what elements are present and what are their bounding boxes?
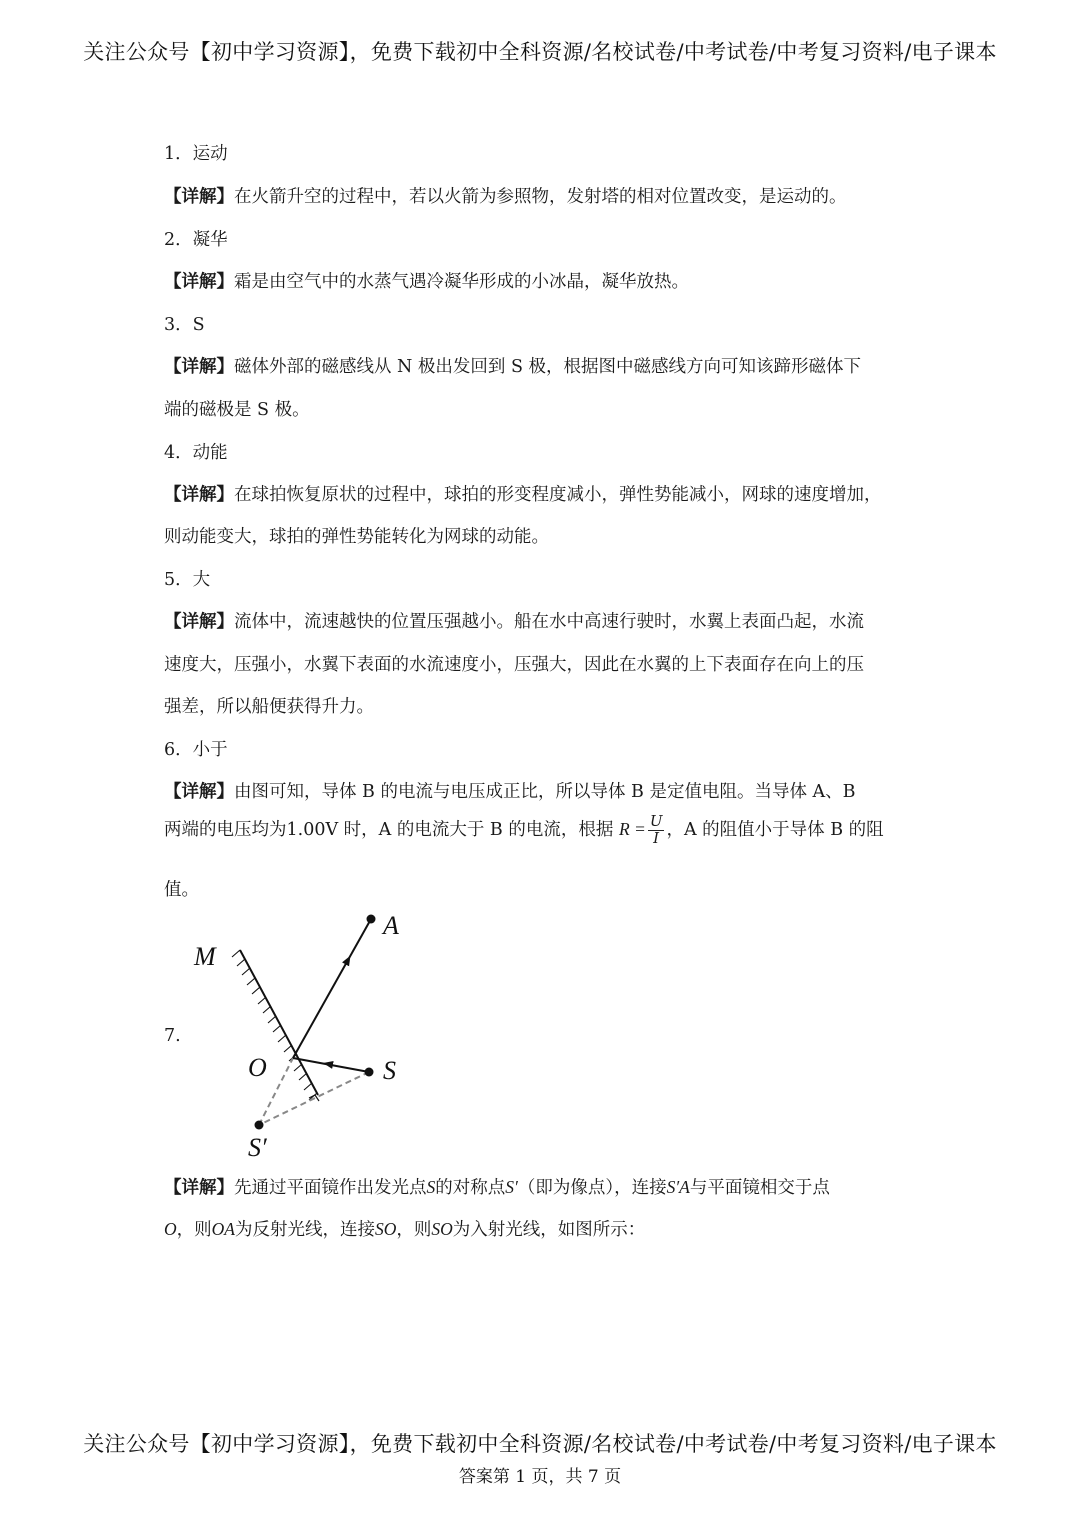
item-3-answer: 3．S [164,315,205,335]
item-2-detail: 【详解】霜是由空气中的水蒸气遇冷凝华形成的小冰晶，凝华放热。 [164,272,689,292]
reflected-ray [293,919,371,1058]
mirror-hatching [232,950,317,1100]
label-s-prime: S′ [248,1133,267,1162]
item-5-detail-line-2: 速度大，压强小，水翼下表面的水流速度小，压强大，因此在水翼的上下表面存在向上的压 [164,655,864,675]
mirror-reflection-diagram [180,905,440,1165]
item-6-detail-line-3: 值。 [164,880,199,900]
item-4-answer: 4．动能 [164,443,228,463]
item-7-detail: 【详解】先通过平面镜作出发光点S的对称点S′（即为像点），连接S′A与平面镜相交于点 [164,1177,830,1198]
item-5-detail-line-3: 强差，所以船便获得升力。 [164,697,374,717]
item-3-detail-line-2: 端的磁极是 S 极。 [164,400,310,420]
label-s: S [383,1056,396,1085]
item-7-detail-line-2: O，则OA为反射光线，连接SO，则SO为入射光线，如图所示： [164,1219,646,1240]
item-4-detail-line-2: 则动能变大，球拍的弹性势能转化为网球的动能。 [164,527,549,547]
label-a: A [383,911,399,940]
item-2-answer: 2．凝华 [164,230,228,250]
item-5-answer: 5．大 [164,570,211,590]
item-7-number: 7. [164,1026,181,1046]
item-6-detail-line-2: 两端的电压均为1.00V 时，A 的电流大于 B 的电流，根据 R = $\frac{U}{I}$ ，A 的阻值小于导体 B 的阻 [164,812,884,847]
label-m: M [194,942,216,971]
item-1-detail: 【详解】在火箭升空的过程中，若以火箭为参照物，发射塔的相对位置改变，是运动的。 [164,187,847,207]
page-number: 答案第 1 页，共 7 页 [458,1467,622,1487]
point-s [365,1068,374,1077]
top-banner: 关注公众号【初中学习资源】，免费下载初中全科资源/名校试卷/中考试卷/中考复习资料/电子课本 [83,40,997,64]
point-s-prime [255,1121,264,1130]
item-6-answer: 6．小于 [164,740,228,760]
formula-fraction: $\frac{U}{I}$ [649,812,663,847]
dashed-s-sprime [259,1072,369,1125]
item-3-detail: 【详解】磁体外部的磁感线从 N 极出发回到 S 极，根据图中磁感线方向可知该蹄形磁体下 [164,357,862,377]
point-a [367,915,376,924]
item-6-detail: 【详解】由图可知，导体 B 的电流与电压成正比，所以导体 B 是定值电阻。当导体 A、B [164,782,856,802]
item-1-answer: 1．运动 [164,144,228,164]
item-4-detail: 【详解】在球拍恢复原状的过程中，球拍的形变程度减小，弹性势能减小，网球的速度增加， [164,485,882,505]
formula-lhs: R = [618,818,646,839]
label-o: O [248,1053,267,1082]
item-5-detail: 【详解】流体中，流速越快的位置压强越小。船在水中高速行驶时，水翼上表面凸起，水流 [164,612,864,632]
bottom-banner: 关注公众号【初中学习资源】，免费下载初中全科资源/名校试卷/中考试卷/中考复习资料/电子课本 [83,1432,997,1456]
